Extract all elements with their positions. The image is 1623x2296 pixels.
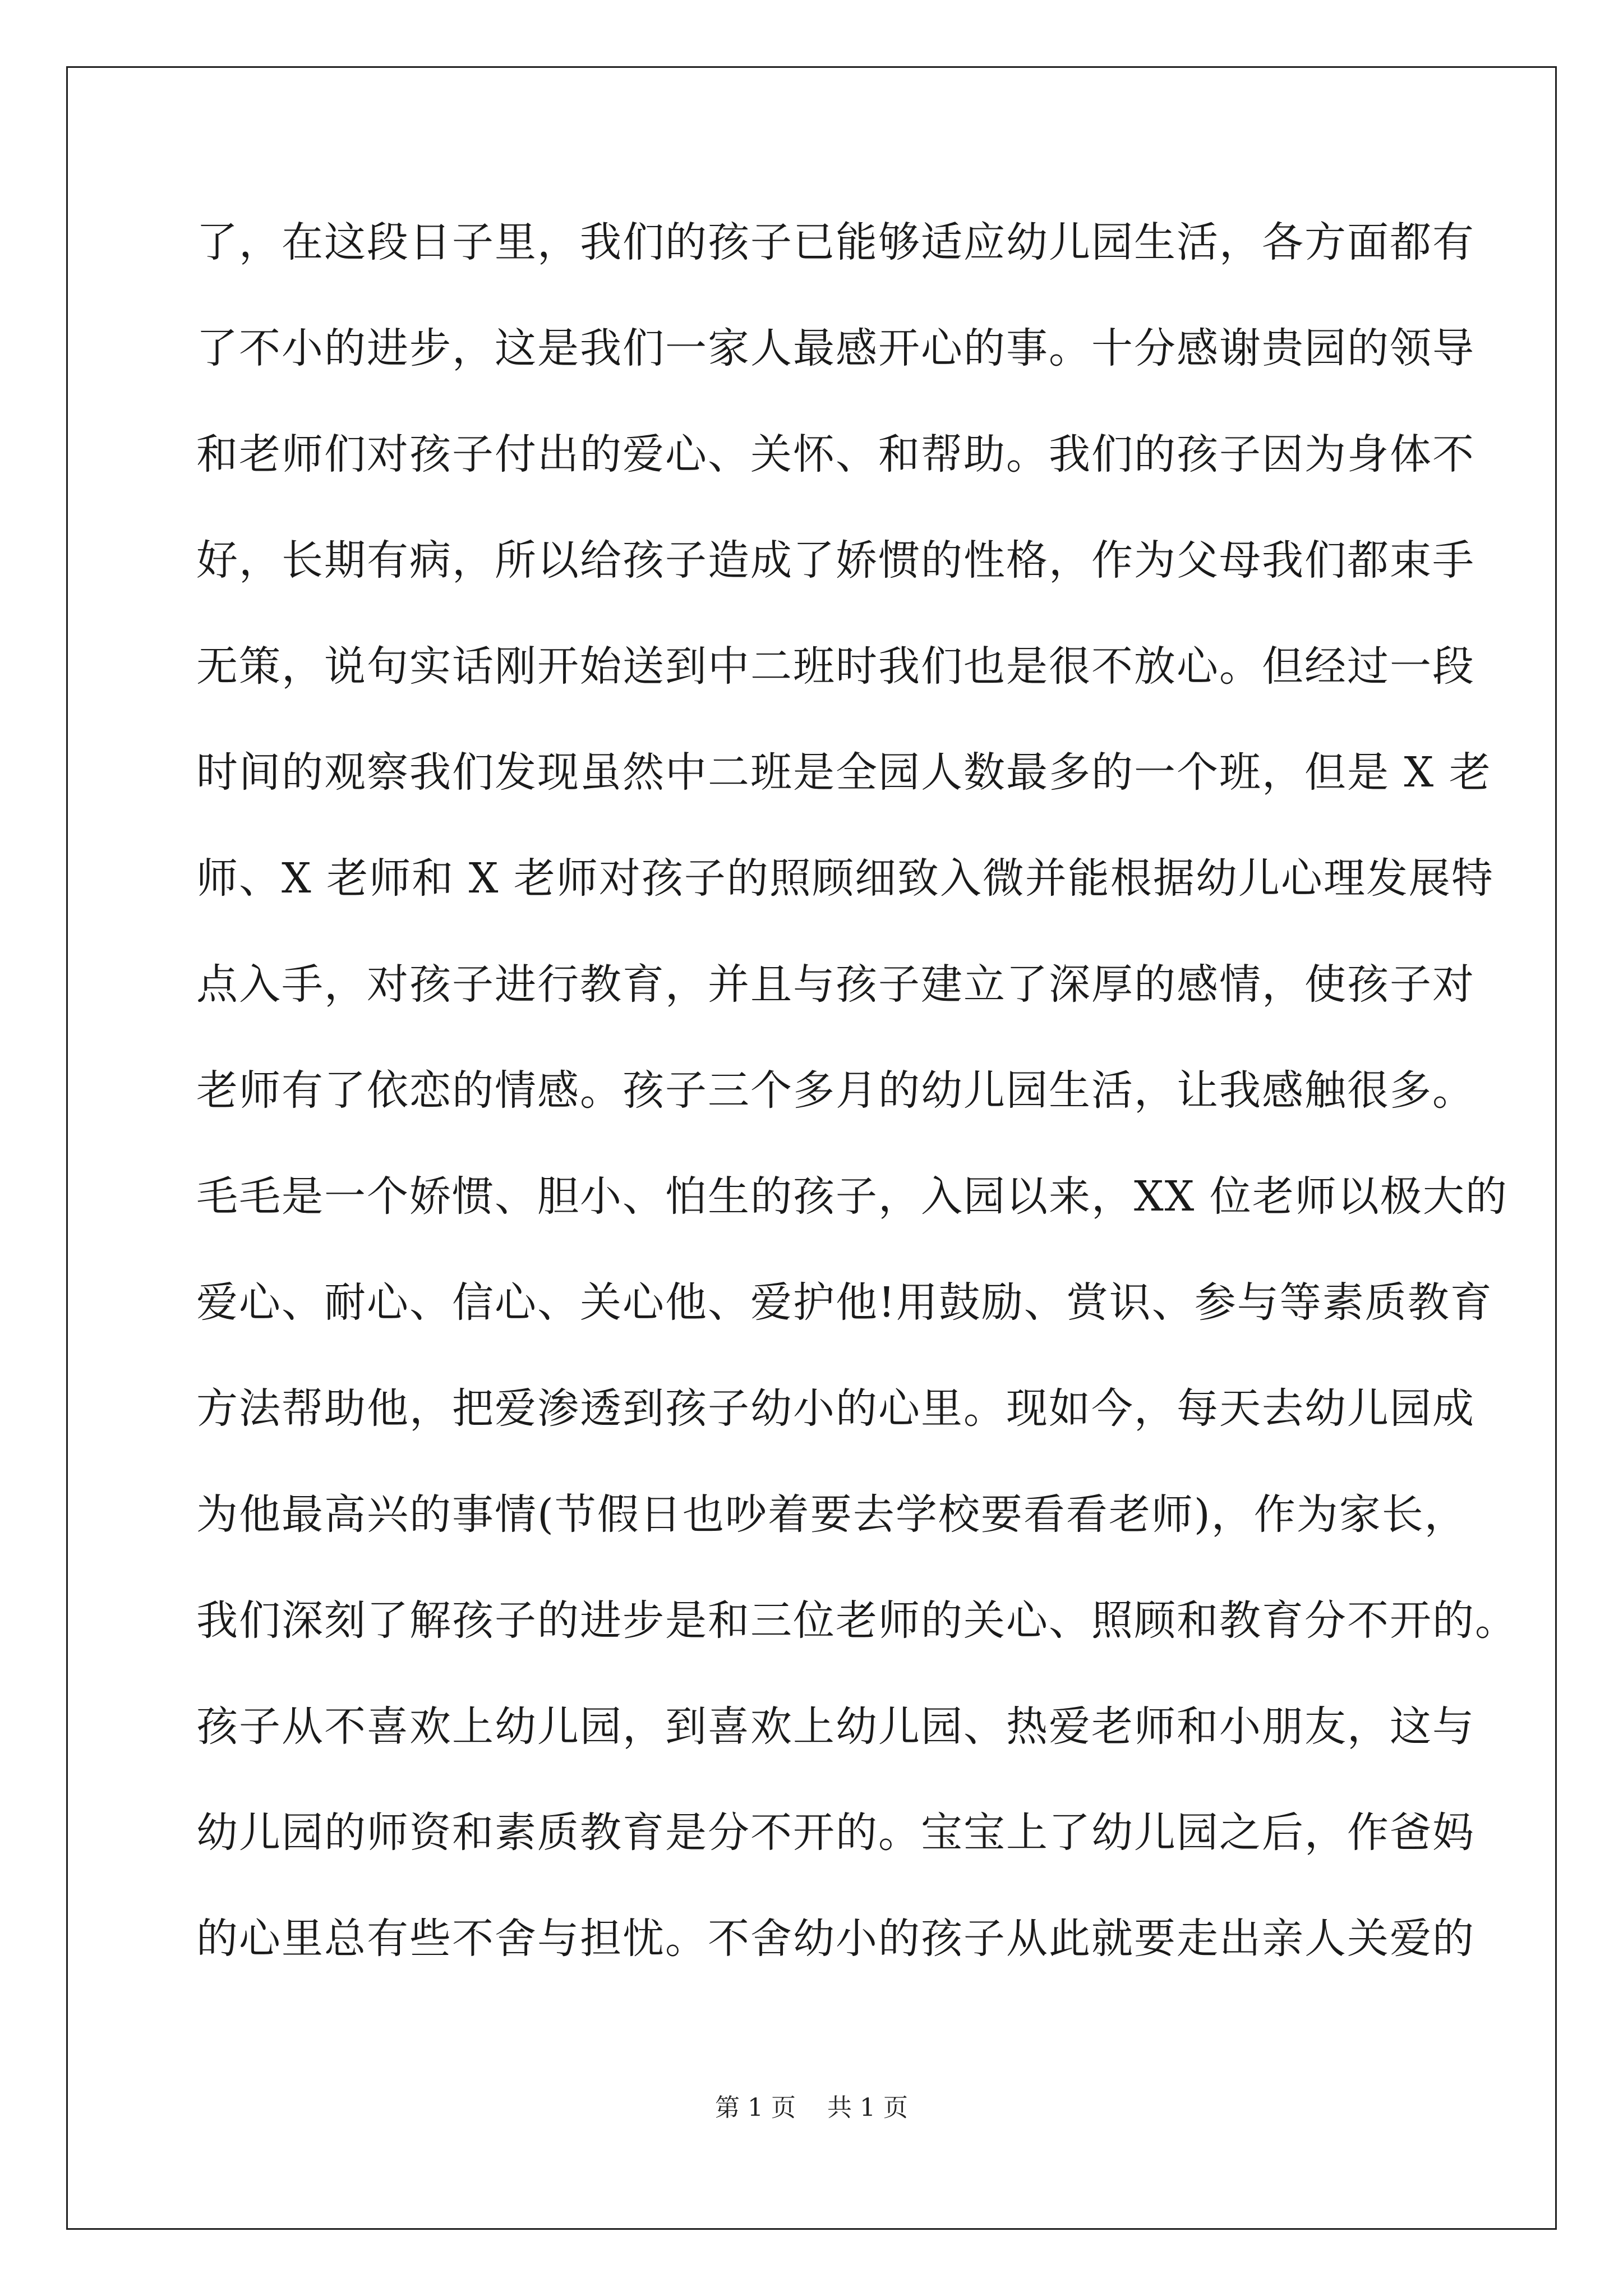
current-page-label: 第 1 页 (715, 2093, 796, 2122)
text-line-4: 好，长期有病，所以给孩子造成了娇惯的性格，作为父母我们都束手 (196, 536, 1475, 585)
text-line-3: 和老师们对孩子付出的爱心、关怀、和帮助。我们的孩子因为身体不 (196, 430, 1475, 478)
text-line-9: 老师有了依恋的情感。孩子三个多月的幼儿园生活，让我感触很多。 (196, 1066, 1475, 1115)
text-line-14: 我们深刻了解孩子的进步是和三位老师的关心、照顾和教育分不开的。 (196, 1596, 1518, 1645)
text-line-17: 的心里总有些不舍与担忧。不舍幼小的孩子从此就要走出亲人关爱的 (196, 1915, 1475, 1963)
total-pages-label: 共 1 页 (827, 2093, 908, 2122)
text-line-15: 孩子从不喜欢上幼儿园，到喜欢上幼儿园、热爱老师和小朋友，这与 (196, 1703, 1475, 1751)
text-line-16: 幼儿园的师资和素质教育是分不开的。宝宝上了幼儿园之后，作爸妈 (196, 1809, 1475, 1857)
text-line-11: 爱心、耐心、信心、关心他、爱护他!用鼓励、赏识、参与等素质教育 (196, 1278, 1493, 1327)
text-line-7: 师、X 老师和 X 老师对孩子的照顾细致入微并能根据幼儿心理发展特 (196, 854, 1494, 903)
text-line-1: 了，在这段日子里，我们的孩子已能够适应幼儿园生活，各方面都有 (196, 218, 1475, 266)
text-line-12: 方法帮助他，把爱渗透到孩子幼小的心里。现如今，每天去幼儿园成 (196, 1384, 1475, 1433)
document-body (196, 209, 1518, 2011)
text-line-13: 为他最高兴的事情(节假日也吵着要去学校要看看老师)，作为家长， (196, 1490, 1467, 1539)
text-line-10: 毛毛是一个娇惯、胆小、怕生的孩子，入园以来，XX 位老师以极大的 (196, 1172, 1508, 1221)
text-line-5: 无策，说句实话刚开始送到中二班时我们也是很不放心。但经过一段 (196, 642, 1475, 691)
text-line-6: 时间的观察我们发现虽然中二班是全园人数最多的一个班，但是 X 老 (196, 748, 1492, 797)
text-line-2: 了不小的进步，这是我们一家人最感开心的事。十分感谢贵园的领导 (196, 324, 1475, 372)
text-line-8: 点入手，对孩子进行教育，并且与孩子建立了深厚的感情，使孩子对 (196, 960, 1475, 1009)
page-footer (0, 2091, 1623, 2125)
